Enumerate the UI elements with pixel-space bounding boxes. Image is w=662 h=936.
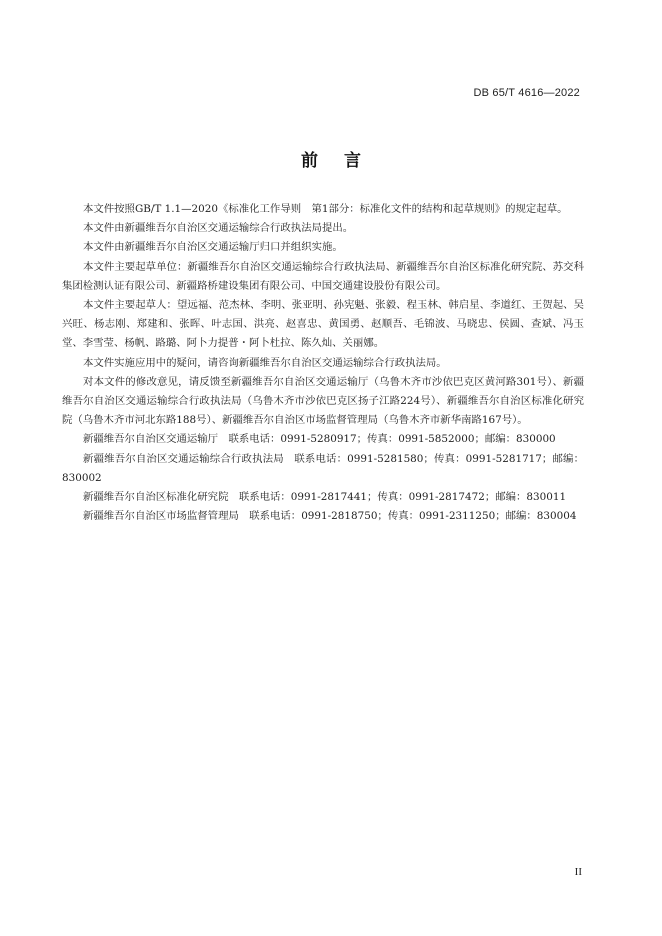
paragraph-drafting-units: 本文件主要起草单位：新疆维吾尔自治区交通运输综合行政执法局、新疆维吾尔自治区标准化研究院、苏交科集团检测认证有限公司、新疆路桥建设集团有限公司、中国交通建设股份有限公司。 — [62, 260, 584, 292]
page-number: II — [574, 866, 582, 878]
contact-enforcement-bureau: 新疆维吾尔自治区交通运输综合行政执法局 联系电话：0991-5281580；传真：0991-5281717；邮编：830002 — [62, 452, 584, 484]
document-body — [62, 200, 584, 526]
paragraph-administrator: 本文件由新疆维吾尔自治区交通运输厅归口并组织实施。 — [83, 241, 343, 254]
contact-transport-department: 新疆维吾尔自治区交通运输厅 联系电话：0991-5280917；传真：0991-5852000；邮编：830000 — [83, 433, 556, 446]
standard-code: DB 65/T 4616—2022 — [473, 87, 580, 99]
paragraph-proposer: 本文件由新疆维吾尔自治区交通运输综合行政执法局提出。 — [83, 222, 354, 235]
contact-standardization-institute: 新疆维吾尔自治区标准化研究院 联系电话：0991-2817441；传真：0991-2817472；邮编：830011 — [83, 491, 567, 504]
paragraph-drafting-rules: 本文件按照GB/T 1.1—2020《标准化工作导则 第1部分：标准化文件的结构和起草规则》的规定起草。 — [83, 203, 568, 215]
contact-market-supervision: 新疆维吾尔自治区市场监督管理局 联系电话：0991-2818750；传真：0991-2311250；邮编：830004 — [83, 510, 577, 523]
page-title: 前言 — [301, 151, 387, 171]
paragraph-inquiries: 本文件实施应用中的疑问，请咨询新疆维吾尔自治区交通运输综合行政执法局。 — [83, 356, 447, 369]
paragraph-drafters: 本文件主要起草人：望远福、范杰林、李明、张亚明、孙宪魁、张毅、程玉林、韩启星、李道红、王贺起、吴兴旺、杨志刚、郑建和、张晖、叶志国、洪亮、赵喜忠、黄国勇、赵顺吾、毛锦波、马晓忠、侯圆、查斌、冯玉堂、李雪莹、杨帆、路璐、阿卜力提普・阿卜杜拉、陈久灿、关丽娜。 — [62, 299, 584, 350]
paragraph-feedback: 对本文件的修改意见，请反馈至新疆维吾尔自治区交通运输厅（乌鲁木齐市沙依巴克区黄河路301号）、新疆维吾尔自治区交通运输综合行政执法局（乌鲁木齐市沙依巴克区扬子江路224号）、新疆维吾尔自治区标准化研究院（乌鲁木齐市河北东路188号）、新疆维吾尔自治区市场监督管理局（乌鲁木齐市新华南路167号）。 — [62, 375, 584, 427]
